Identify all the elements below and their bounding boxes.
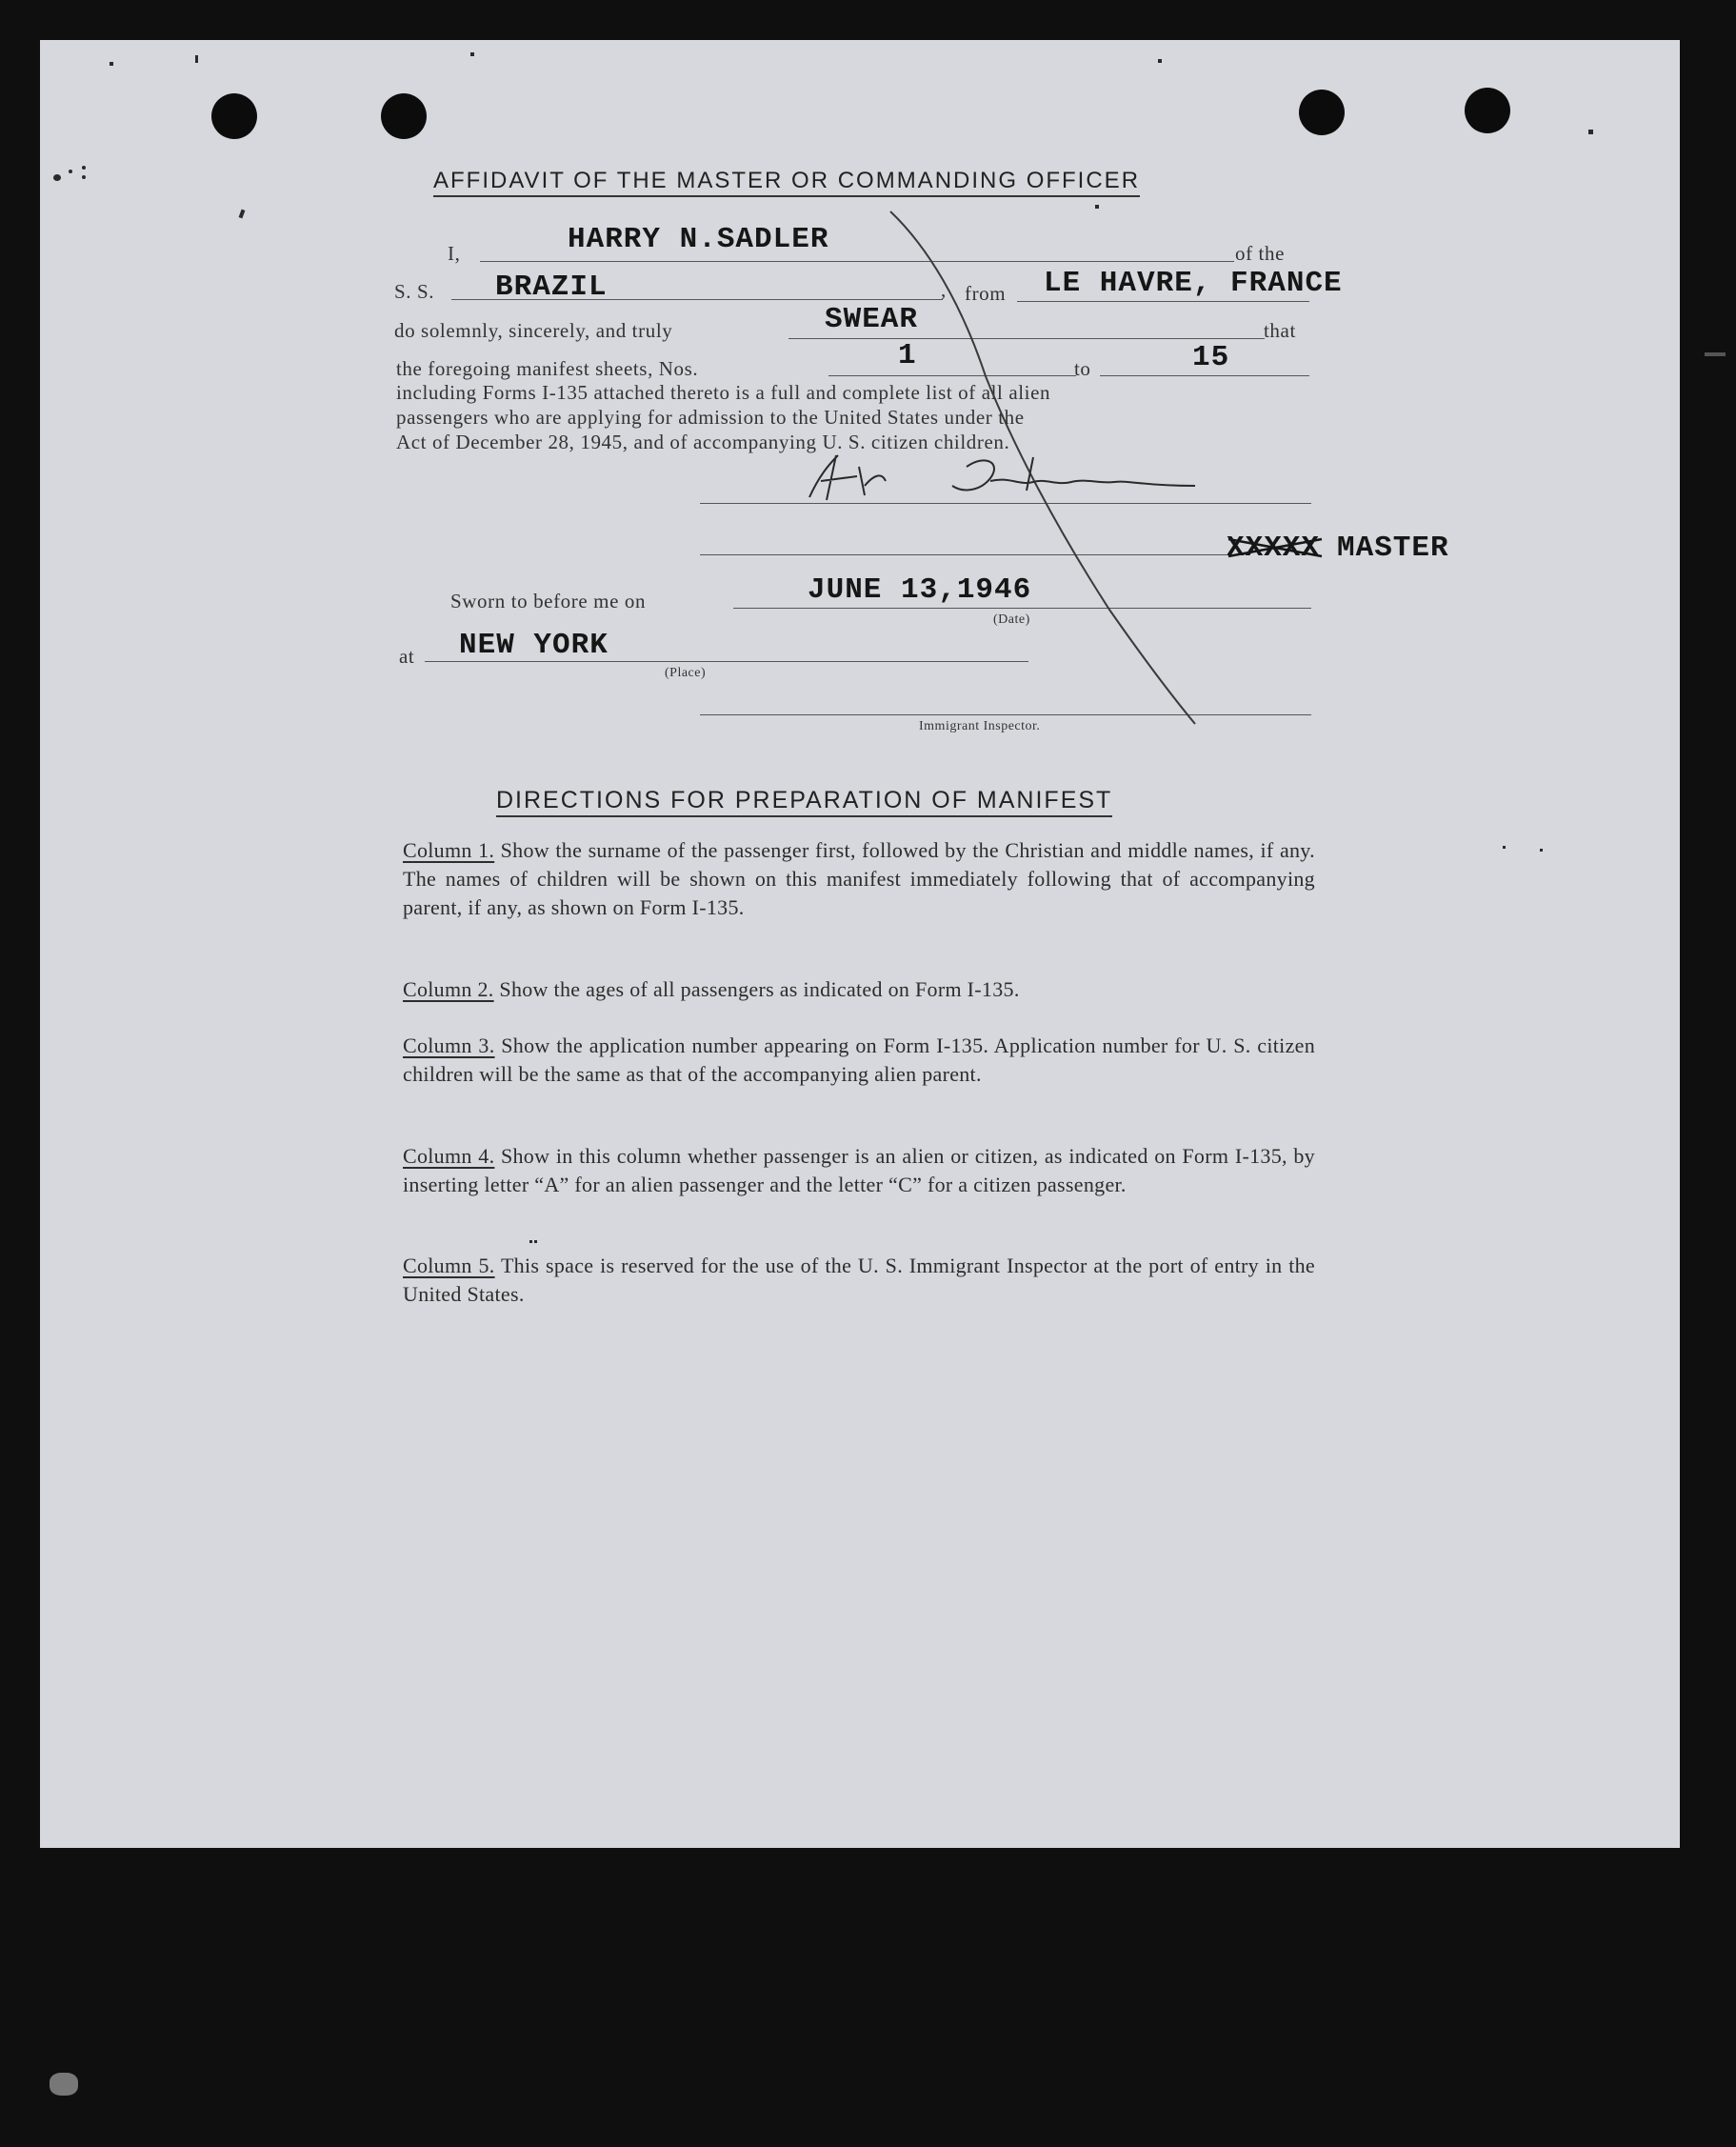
direction-label: Column 1. xyxy=(403,838,495,862)
sheet-from: 1 xyxy=(898,339,917,372)
direction-column-3 xyxy=(403,1032,1315,1089)
direction-label: Column 4. xyxy=(403,1144,495,1168)
port-from: LE HAVRE, FRANCE xyxy=(1044,267,1343,300)
title-struck: XXXXX xyxy=(1227,532,1321,565)
direction-column-2 xyxy=(403,975,1315,1004)
overtype-x-marks xyxy=(1228,539,1322,556)
sheet-to: 15 xyxy=(1192,341,1230,374)
direction-text: Show the surname of the passenger first, followed by the Christian and middle names, if any. The names of children will be shown on this manifest immediately following that of accompanying parent, if any, as shown on Form I-135. xyxy=(403,838,1315,919)
label-sheets: the foregoing manifest sheets, Nos. xyxy=(396,357,699,380)
direction-text: Show the ages of all passengers as indicated on Form I-135. xyxy=(499,977,1020,1001)
body-line: passengers who are applying for admission to the United States under the xyxy=(396,406,1025,429)
label-at: at xyxy=(399,645,415,668)
label-that: that xyxy=(1264,319,1296,342)
handwritten-signature xyxy=(809,455,1195,500)
direction-label: Column 3. xyxy=(403,1033,495,1057)
ship-name: BRAZIL xyxy=(495,271,608,304)
sworn-place: NEW YORK xyxy=(459,629,609,662)
sworn-date: JUNE 13,1946 xyxy=(808,573,1032,607)
label-i: I, xyxy=(448,242,461,265)
label-of-the: of the xyxy=(1235,242,1285,265)
direction-column-5 xyxy=(403,1252,1315,1309)
caption-date: (Date) xyxy=(993,612,1030,627)
label-to: to xyxy=(1074,357,1091,380)
direction-column-1 xyxy=(403,836,1315,922)
label-ss: S. S. xyxy=(394,280,435,303)
directions-heading: DIRECTIONS FOR PREPARATION OF MANIFEST xyxy=(496,787,1112,817)
direction-column-4 xyxy=(403,1142,1315,1199)
label-sworn: Sworn to before me on xyxy=(450,590,647,612)
body-line: Act of December 28, 1945, and of accompanying U. S. citizen children. xyxy=(396,431,1010,453)
caption-place: (Place) xyxy=(665,666,707,680)
master-name: HARRY N.SADLER xyxy=(568,223,829,256)
direction-label: Column 5. xyxy=(403,1254,495,1277)
caption-inspector: Immigrant Inspector. xyxy=(919,719,1041,733)
body-line: including Forms I-135 attached thereto is a full and complete list of all alien xyxy=(396,381,1051,404)
oath-word: SWEAR xyxy=(825,303,919,336)
master-title: MASTER xyxy=(1337,532,1449,565)
direction-text: Show in this column whether passenger is an alien or citizen, as indicated on Form I-135, by inserting letter “A” for an alien passenger and the letter “C” for a citizen passenger. xyxy=(403,1144,1315,1196)
direction-text: This space is reserved for the use of the U. S. Immigrant Inspector at the port of entry in the United States. xyxy=(403,1254,1315,1306)
affidavit-heading: AFFIDAVIT OF THE MASTER OR COMMANDING OFFICER xyxy=(433,168,1140,197)
direction-text: Show the application number appearing on Form I-135. Application number for U. S. citizen children will be the same as that of the accompanying alien parent. xyxy=(403,1033,1315,1086)
direction-label: Column 2. xyxy=(403,977,494,1001)
pencil-strike-line xyxy=(890,211,1195,724)
label-from: from xyxy=(965,282,1007,305)
label-solemnly: do solemnly, sincerely, and truly xyxy=(394,319,673,342)
comma: , xyxy=(941,278,947,301)
